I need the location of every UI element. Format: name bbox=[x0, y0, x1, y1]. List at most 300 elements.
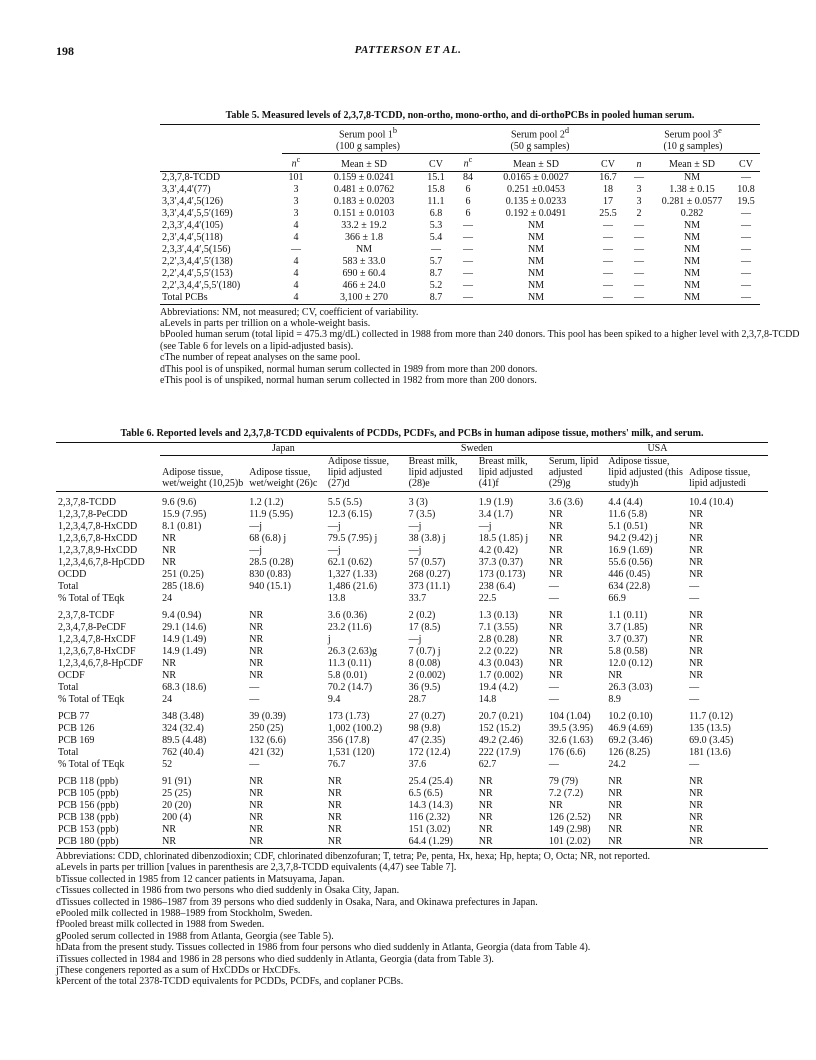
cell: 47 (2.35) bbox=[408, 735, 446, 746]
congener-label: 2,3,3′,4,4′,5(156) bbox=[162, 243, 231, 255]
cell: 7.2 (7.2) bbox=[548, 788, 584, 799]
cell: 68.3 (18.6) bbox=[162, 682, 207, 693]
cell: 68 (6.8) j bbox=[249, 533, 287, 544]
cell: NR bbox=[689, 812, 704, 823]
cell: — bbox=[741, 243, 751, 255]
cell: — bbox=[741, 279, 751, 291]
cell: 15.1 bbox=[427, 171, 445, 183]
cell: NM bbox=[652, 292, 732, 305]
cell: — bbox=[291, 243, 301, 255]
table-6 bbox=[56, 428, 768, 988]
congener-label: Total PCBs bbox=[160, 292, 282, 305]
cell: 79 (79) bbox=[548, 776, 579, 787]
cell: 3.7 (0.37) bbox=[608, 634, 648, 645]
cell: — bbox=[548, 682, 559, 693]
col-cv: CV bbox=[418, 154, 454, 171]
table-row bbox=[56, 497, 768, 509]
cell: 4 bbox=[293, 255, 299, 267]
cell: 0.151 ± 0.0103 bbox=[333, 207, 395, 219]
table-row bbox=[56, 581, 768, 593]
col-n-mark: c bbox=[468, 155, 473, 165]
cell: NR bbox=[689, 670, 704, 681]
cell: 3 bbox=[293, 183, 299, 195]
cell: NM bbox=[355, 243, 373, 255]
table-row bbox=[56, 610, 768, 622]
footnote: bTissue collected in 1985 from 12 cancer patients in Matsuyama, Japan. bbox=[56, 873, 345, 885]
compound-label: 1,2,3,7,8,9-HxCDD bbox=[58, 545, 138, 556]
table-row bbox=[160, 292, 760, 305]
cell: 1.38 ± 0.15 bbox=[669, 183, 715, 195]
cell: 20 (20) bbox=[162, 800, 192, 811]
footnote: iTissues collected in 1984 and 1986 in 28 persons who died suddenly in Atlanta, Georgia (data from Table 3). bbox=[56, 953, 494, 965]
table-6-caption: Table 6. Reported levels and 2,3,7,8-TCDD equivalents of PCDDs, PCDFs, and PCBs in human adipose tissue, mothers' milk, and serum. bbox=[120, 428, 704, 439]
compound-label: 1,2,3,4,6,7,8-HpCDF bbox=[58, 658, 144, 669]
pool-name: Serum pool 1 bbox=[338, 129, 393, 141]
cell: 7 (3.5) bbox=[408, 509, 436, 520]
col-mean: Mean ± SD bbox=[310, 154, 418, 171]
footnote: eThis pool is of unspiked, normal human serum collected in 1982 from more than 200 donors. bbox=[160, 375, 537, 387]
cell: — bbox=[548, 581, 559, 592]
footnote: cThe number of repeat analyses on the same pool. bbox=[160, 352, 361, 364]
col-cv: CV bbox=[732, 154, 760, 171]
cell: 5.1 (0.51) bbox=[608, 521, 648, 532]
cell: —j bbox=[478, 521, 492, 532]
table-row bbox=[56, 658, 768, 670]
cell: 690 ± 60.4 bbox=[342, 267, 386, 279]
compound-label: PCB 153 (ppb) bbox=[58, 824, 119, 835]
footnote: aLevels in parts per trillion on a whole-weight basis. bbox=[160, 318, 371, 330]
cell: 33.7 bbox=[408, 593, 427, 604]
cell: 26.3 (2.63)g bbox=[327, 646, 378, 657]
cell: 466 ± 24.0 bbox=[342, 279, 386, 291]
table-row bbox=[56, 711, 768, 723]
table-row bbox=[160, 268, 760, 280]
cell: NR bbox=[548, 509, 563, 520]
cell: — bbox=[548, 593, 559, 604]
cell: 49.2 (2.46) bbox=[478, 735, 523, 746]
cell: NR bbox=[162, 545, 177, 556]
pool-name: Serum pool 3 bbox=[664, 129, 719, 141]
cell: — bbox=[689, 682, 700, 693]
cell: 4 bbox=[282, 292, 310, 305]
cell: — bbox=[463, 267, 473, 279]
cell: NM bbox=[683, 243, 701, 255]
cell: 126 (2.52) bbox=[548, 812, 591, 823]
table-row bbox=[56, 521, 768, 533]
cell: 1.3 (0.13) bbox=[478, 610, 518, 621]
cell: NR bbox=[249, 646, 264, 657]
compound-label: 1,2,3,4,7,8-HxCDD bbox=[58, 521, 138, 532]
cell: NR bbox=[162, 670, 177, 681]
cell: NR bbox=[548, 610, 563, 621]
cell: NR bbox=[249, 788, 264, 799]
compound-label: PCB 156 (ppb) bbox=[58, 800, 119, 811]
cell: 1,002 (100.2) bbox=[327, 723, 383, 734]
congener-label: 2,3,7,8-TCDD bbox=[162, 171, 221, 183]
compound-label: % Total of TEqk bbox=[58, 694, 125, 705]
cell: NR bbox=[689, 776, 704, 787]
table-5-blank bbox=[160, 154, 282, 171]
cell: NR bbox=[689, 788, 704, 799]
compound-label: PCB 126 bbox=[58, 723, 95, 734]
cell: — bbox=[463, 279, 473, 291]
cell: 94.2 (9.42) j bbox=[608, 533, 658, 544]
cell: 238 (6.4) bbox=[478, 581, 516, 592]
cell: NR bbox=[478, 776, 493, 787]
col-n-label: n bbox=[636, 158, 642, 170]
cell: NR bbox=[249, 670, 264, 681]
cell: — bbox=[634, 231, 644, 243]
cell: — bbox=[689, 581, 700, 592]
cell: NR bbox=[162, 824, 177, 835]
cell: 172 (12.4) bbox=[408, 747, 451, 758]
cell: NR bbox=[689, 646, 704, 657]
compound-label: 1,2,3,4,7,8-HxCDF bbox=[58, 634, 136, 645]
cell: — bbox=[741, 255, 751, 267]
col-n-label: n bbox=[463, 158, 469, 170]
cell: 4.3 (0.043) bbox=[478, 658, 523, 669]
cell: 3.6 (0.36) bbox=[327, 610, 368, 621]
congener-label: 3,3′,4,4′,5,5′(169) bbox=[162, 207, 233, 219]
cell: 200 (4) bbox=[162, 812, 192, 823]
cell: NR bbox=[162, 658, 177, 669]
cell: 7.1 (3.55) bbox=[478, 622, 518, 633]
cell: 9.4 (0.94) bbox=[162, 610, 202, 621]
table-row bbox=[56, 747, 768, 759]
pool-name: Serum pool 2 bbox=[510, 129, 565, 141]
cell: — bbox=[634, 279, 644, 291]
cell: 4 bbox=[293, 219, 299, 231]
compound-label: 2,3,7,8-TCDF bbox=[58, 610, 115, 621]
cell: NR bbox=[689, 521, 704, 532]
cell: 132 (6.6) bbox=[249, 735, 286, 746]
cell: 25.5 bbox=[599, 207, 617, 219]
country-group: Japan bbox=[160, 443, 407, 456]
cell: 0.481 ± 0.0762 bbox=[333, 183, 395, 195]
footnote: dThis pool is of unspiked, normal human serum collected in 1989 from more than 200 donors. bbox=[160, 363, 538, 375]
cell: NM bbox=[683, 279, 701, 291]
cell: 25 (25) bbox=[162, 788, 192, 799]
cell: NR bbox=[608, 800, 623, 811]
cell: 24 bbox=[162, 593, 173, 604]
cell: 8.7 bbox=[418, 292, 454, 305]
cell: 4.4 (4.4) bbox=[608, 497, 643, 508]
cell: 10.8 bbox=[737, 183, 755, 195]
cell: —j bbox=[408, 521, 422, 532]
cell: 11.9 (5.95) bbox=[249, 509, 294, 520]
cell: 12.3 (6.15) bbox=[327, 509, 373, 520]
cell: 0.0165 ± 0.0027 bbox=[503, 171, 569, 183]
footnote: ePooled milk collected in 1988–1989 from Stockholm, Sweden. bbox=[56, 908, 313, 920]
cell: — bbox=[634, 243, 644, 255]
cell: 181 (13.6) bbox=[689, 747, 731, 758]
cell: 446 (0.45) bbox=[608, 569, 651, 580]
cell: 583 ± 33.0 bbox=[342, 255, 386, 267]
compound-label: 2,3,4,7,8-PeCDF bbox=[58, 622, 126, 633]
cell: 13.8 bbox=[327, 593, 346, 604]
cell: 39 (0.39) bbox=[249, 711, 286, 722]
table-6-notes bbox=[56, 851, 768, 988]
cell: — bbox=[249, 759, 260, 770]
pool-mark: e bbox=[718, 126, 722, 135]
cell: 101 bbox=[288, 171, 304, 183]
cell: NR bbox=[548, 569, 563, 580]
cell: NR bbox=[162, 533, 177, 544]
cell: NR bbox=[249, 622, 264, 633]
cell: —j bbox=[249, 545, 263, 556]
cell: — bbox=[741, 219, 751, 231]
cell: NR bbox=[327, 776, 342, 787]
cell: 32.6 (1.63) bbox=[548, 735, 594, 746]
cell: 37.6 bbox=[408, 759, 427, 770]
table-row bbox=[56, 812, 768, 824]
cell: — bbox=[689, 759, 700, 770]
col-n-mark: c bbox=[296, 155, 301, 165]
cell: 17 bbox=[603, 195, 613, 207]
table-row bbox=[56, 788, 768, 800]
cell: — bbox=[590, 292, 626, 305]
cell: 7 (0.7) j bbox=[408, 646, 441, 657]
cell: NR bbox=[478, 812, 493, 823]
footnote: jThese congeners reported as a sum of HxCDDs or HxCDFs. bbox=[56, 965, 301, 977]
cell: 25.4 (25.4) bbox=[408, 776, 453, 787]
cell: 1.1 (0.11) bbox=[608, 610, 648, 621]
cell: 4 bbox=[293, 267, 299, 279]
cell: — bbox=[603, 219, 613, 231]
cell: NM bbox=[527, 279, 545, 291]
table-row bbox=[56, 682, 768, 694]
cell: — bbox=[732, 292, 760, 305]
cell: 37.3 (0.37) bbox=[478, 557, 523, 568]
compound-label: PCB 138 (ppb) bbox=[58, 812, 119, 823]
cell: — bbox=[634, 255, 644, 267]
cell: 22.5 bbox=[478, 593, 497, 604]
cell: —j bbox=[408, 634, 422, 645]
footnote: fPooled breast milk collected in 1988 from Sweden. bbox=[56, 919, 265, 931]
cell: 2.2 (0.22) bbox=[478, 646, 518, 657]
cell: — bbox=[463, 219, 473, 231]
cell: 28.5 (0.28) bbox=[249, 557, 294, 568]
cell: 0.281 ± 0.0577 bbox=[661, 195, 723, 207]
cell: NR bbox=[249, 634, 264, 645]
column-header: Adipose tissue, lipid adjusted (27)d bbox=[326, 456, 407, 492]
footnote: kPercent of the total 2378-TCDD equivalents for PCDDs, PCDFs, and coplaner PCBs. bbox=[56, 976, 404, 988]
cell: 421 (32) bbox=[249, 747, 284, 758]
table-row bbox=[160, 220, 760, 232]
col-n bbox=[626, 154, 652, 171]
cell: 324 (32.4) bbox=[162, 723, 204, 734]
compound-label: % Total of TEqk bbox=[58, 593, 125, 604]
cell: 89.5 (4.48) bbox=[162, 735, 207, 746]
congener-label: 2,2′,3,4,4′,5′(138) bbox=[162, 255, 233, 267]
cell: — bbox=[249, 694, 260, 705]
cell: —j bbox=[327, 521, 341, 532]
cell: 6.5 (6.5) bbox=[408, 788, 443, 799]
col-cv: CV bbox=[590, 154, 626, 171]
cell: NR bbox=[327, 788, 342, 799]
compound-label: PCB 180 (ppb) bbox=[56, 836, 160, 849]
cell: 830 (0.83) bbox=[249, 569, 291, 580]
cell: NR bbox=[689, 824, 704, 835]
cell: 36 (9.5) bbox=[408, 682, 441, 693]
cell: 126 (8.25) bbox=[608, 747, 651, 758]
compound-label: OCDF bbox=[58, 670, 85, 681]
cell: —j bbox=[327, 545, 341, 556]
col-mean: Mean ± SD bbox=[652, 154, 732, 171]
cell: — bbox=[431, 243, 441, 255]
compound-label: PCB 169 bbox=[58, 735, 95, 746]
running-title: PATTERSON ET AL. bbox=[354, 44, 462, 56]
table-row bbox=[56, 569, 768, 581]
table-row bbox=[160, 184, 760, 196]
cell: 64.4 (1.29) bbox=[407, 836, 477, 849]
cell: NR bbox=[689, 634, 704, 645]
cell: 16.7 bbox=[599, 171, 617, 183]
cell: NM bbox=[683, 267, 701, 279]
compound-label: Total bbox=[58, 747, 79, 758]
cell: NR bbox=[327, 800, 342, 811]
cell: NR bbox=[249, 776, 264, 787]
page-number: 198 bbox=[56, 44, 74, 58]
cell: NM bbox=[683, 219, 701, 231]
cell: 84 bbox=[463, 171, 473, 183]
table-row bbox=[56, 670, 768, 682]
footnote: gPooled serum collected in 1988 from Atlanta, Georgia (see Table 5). bbox=[56, 930, 334, 942]
table-5-pool-header bbox=[282, 125, 454, 154]
footnote: dTissues collected in 1986–1987 from 39 persons who died suddenly in Osaka, Nara, and Okinawa prefectures in Japan. bbox=[56, 896, 538, 908]
cell: NR bbox=[478, 788, 493, 799]
compound-label: 1,2,3,7,8-PeCDD bbox=[58, 509, 128, 520]
compound-label: OCDD bbox=[58, 569, 87, 580]
cell: j bbox=[327, 634, 331, 645]
cell: 5.8 (0.58) bbox=[608, 646, 648, 657]
cell: 0.159 ± 0.0241 bbox=[333, 171, 395, 183]
table-6-blank bbox=[56, 456, 160, 492]
cell: 3 (3) bbox=[408, 497, 428, 508]
congener-label: 2,2′,4,4′,5,5′(153) bbox=[162, 267, 233, 279]
table-6-corner bbox=[56, 443, 160, 456]
cell: 62.7 bbox=[478, 759, 497, 770]
cell: 762 (40.4) bbox=[162, 747, 204, 758]
cell: NR bbox=[608, 788, 623, 799]
cell: 11.1 bbox=[427, 195, 445, 207]
cell: 38 (3.8) j bbox=[408, 533, 446, 544]
cell: 39.5 (3.95) bbox=[548, 723, 594, 734]
cell: NM bbox=[527, 267, 545, 279]
col-n bbox=[282, 154, 310, 171]
cell: — bbox=[463, 243, 473, 255]
cell: 57 (0.57) bbox=[408, 557, 446, 568]
cell: 176 (6.6) bbox=[548, 747, 586, 758]
cell: 69.0 (3.45) bbox=[689, 735, 734, 746]
table-6-grid bbox=[56, 442, 768, 849]
cell: NR bbox=[548, 521, 563, 532]
table-row bbox=[56, 800, 768, 812]
cell: 27 (0.27) bbox=[408, 711, 446, 722]
cell: 8 (0.08) bbox=[408, 658, 441, 669]
cell: 366 ± 1.8 bbox=[345, 231, 383, 243]
cell: NR bbox=[687, 836, 768, 849]
column-header: Adipose tissue, wet/weight (26)c bbox=[247, 456, 326, 492]
cell: — bbox=[626, 292, 652, 305]
cell: — bbox=[741, 267, 751, 279]
footnote: cTissues collected in 1986 from two persons who died suddenly in Osaka City, Japan. bbox=[56, 885, 400, 897]
footnote: Abbreviations: NM, not measured; CV, coefficient of variability. bbox=[160, 306, 419, 318]
table-row bbox=[160, 232, 760, 244]
cell: 6.8 bbox=[429, 207, 443, 219]
cell: 16.9 (1.69) bbox=[608, 545, 653, 556]
country-group: Sweden bbox=[407, 443, 547, 456]
congener-label: 3,3′,4,4′(77) bbox=[162, 183, 211, 195]
table-row bbox=[56, 509, 768, 521]
cell: NR bbox=[689, 800, 704, 811]
pool-sample-size: (10 g samples) bbox=[663, 141, 723, 153]
cell: 18 bbox=[603, 183, 613, 195]
col-n bbox=[454, 154, 482, 171]
cell: — bbox=[249, 682, 260, 693]
cell: NR bbox=[608, 824, 623, 835]
cell: 152 (15.2) bbox=[478, 723, 521, 734]
congener-label: 2,2′,3,4,4′,5,5′(180) bbox=[162, 279, 241, 291]
cell: 9.4 bbox=[327, 694, 341, 705]
cell: NR bbox=[548, 646, 563, 657]
congener-label: 2,3,3′,4,4′(105) bbox=[162, 219, 224, 231]
cell: 3 bbox=[293, 207, 299, 219]
cell: NM bbox=[527, 231, 545, 243]
cell: NR bbox=[249, 800, 264, 811]
cell: — bbox=[603, 255, 613, 267]
cell bbox=[247, 593, 326, 605]
cell: 173 (1.73) bbox=[327, 711, 370, 722]
cell: 3 bbox=[636, 195, 642, 207]
table-row bbox=[160, 280, 760, 292]
cell: 23.2 (11.6) bbox=[327, 622, 372, 633]
footnote: Abbreviations: CDD, chlorinated dibenzodioxin; CDF, chlorinated dibenzofuran; T, tetra; Pe, penta, Hx, hexa; Hp, hepta; O, Octa; NR, not reported. bbox=[56, 851, 650, 862]
cell: 6 bbox=[465, 207, 471, 219]
cell: 2.8 (0.28) bbox=[478, 634, 518, 645]
table-row bbox=[56, 646, 768, 658]
cell: —j bbox=[249, 521, 263, 532]
congener-label: 3,3′,4,4′,5(126) bbox=[162, 195, 224, 207]
cell: — bbox=[689, 593, 700, 604]
cell: 2 (0.002) bbox=[408, 670, 446, 681]
cell: NR bbox=[249, 824, 264, 835]
table-row bbox=[56, 533, 768, 545]
cell: NR bbox=[548, 634, 563, 645]
cell: 14.9 (1.49) bbox=[162, 634, 207, 645]
cell: 3.6 (3.6) bbox=[548, 497, 584, 508]
pool-mark: d bbox=[564, 126, 570, 135]
table-5-corner bbox=[160, 125, 282, 154]
cell: 4.2 (0.42) bbox=[478, 545, 518, 556]
cell: 15.9 (7.95) bbox=[162, 509, 207, 520]
cell: NM bbox=[683, 171, 701, 183]
footnote: hData from the present study. Tissues collected in 1986 from four persons who died suddenly in Atlanta, Georgia (data from Table 4). bbox=[56, 942, 591, 954]
cell: NR bbox=[247, 836, 326, 849]
cell: 8.1 (0.81) bbox=[162, 521, 202, 532]
cell: 1.2 (1.2) bbox=[249, 497, 284, 508]
cell: NR bbox=[548, 533, 563, 544]
table-row bbox=[56, 824, 768, 836]
table-row bbox=[56, 735, 768, 747]
cell: 24 bbox=[162, 694, 173, 705]
cell: — bbox=[548, 694, 559, 705]
cell: 20.7 (0.21) bbox=[478, 711, 523, 722]
compound-label: PCB 118 (ppb) bbox=[58, 776, 119, 787]
compound-label: % Total of TEqk bbox=[58, 759, 125, 770]
cell: NR bbox=[689, 545, 704, 556]
cell: 11.3 (0.11) bbox=[327, 658, 372, 669]
